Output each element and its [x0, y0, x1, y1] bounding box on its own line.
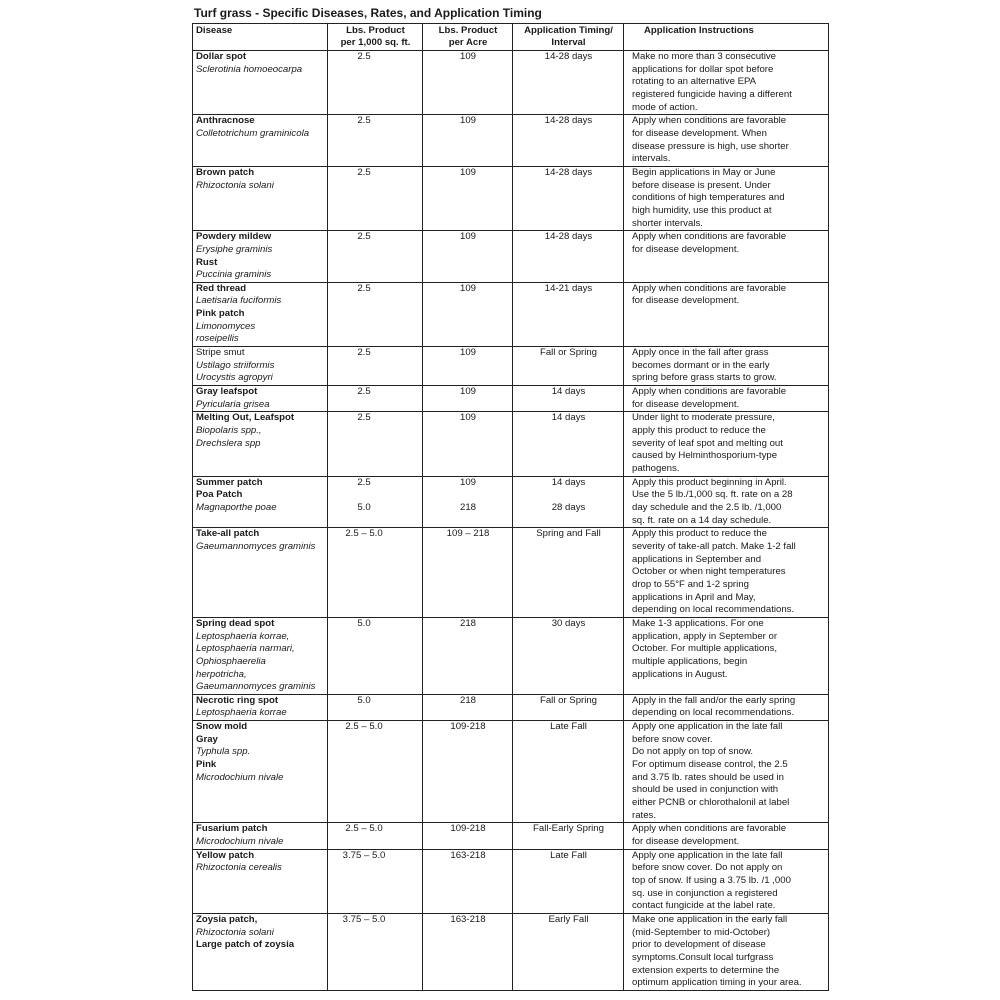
rate-1000-cell — [328, 721, 423, 823]
instruction-line: for disease development. — [632, 398, 740, 410]
header-row — [193, 24, 829, 51]
instruction-line: October. For multiple applications, — [632, 643, 778, 655]
disease-cell — [193, 528, 328, 618]
rate-acre-value: 163-218 — [450, 849, 486, 861]
instruction-line: severity of take-all patch. Make 1-2 fall — [632, 540, 796, 552]
disease-line: Red thread — [196, 282, 247, 294]
rate-1000-value: 2.5 — [357, 51, 371, 62]
disease-cell — [193, 386, 328, 412]
rate-1000-cell — [328, 849, 423, 913]
instruction-line: multiple applications, begin — [632, 655, 748, 667]
timing-value: 28 days — [551, 501, 586, 513]
rate-1000-value: 2.5 – 5.0 — [345, 721, 383, 733]
rate-1000-cell — [328, 231, 423, 283]
rate-1000-cell — [328, 823, 423, 849]
timing-cell — [513, 115, 624, 167]
instruction-line: mode of action. — [632, 101, 698, 113]
rate-1000-cell — [328, 347, 423, 386]
instruction-line: becomes dormant or in the early — [632, 359, 770, 371]
disease-line: Dollar spot — [196, 51, 247, 62]
instruction-line: Apply when conditions are favorable — [632, 386, 787, 398]
instruction-line: intervals. — [632, 153, 671, 165]
timing-cell — [513, 412, 624, 476]
table-row — [193, 476, 829, 528]
instruction-line: rotating to an alternative EPA — [632, 76, 757, 88]
disease-cell — [193, 282, 328, 346]
rate-acre-value: 109 — [459, 282, 476, 294]
timing-cell — [513, 282, 624, 346]
rate-acre-value: 109 – 218 — [446, 528, 490, 540]
disease-line: Ustilago striiformis — [196, 359, 275, 371]
instructions-cell — [624, 386, 829, 412]
instruction-line: for disease development. — [632, 295, 740, 307]
rate-1000-value: 2.5 — [357, 282, 371, 294]
disease-cell — [193, 617, 328, 694]
rate-acre-cell — [423, 386, 513, 412]
rate-1000-cell — [328, 282, 423, 346]
disease-line: Necrotic ring spot — [196, 694, 279, 706]
instruction-line: for disease development. When — [632, 127, 767, 139]
rate-acre-value: 109 — [459, 412, 476, 424]
instructions-cell — [624, 849, 829, 913]
instruction-line: Make 1-3 applications. For one — [632, 617, 764, 629]
table-row — [193, 849, 829, 913]
disease-line: Leptosphaeria korrae, — [196, 630, 290, 642]
disease-line: Rust — [196, 256, 218, 268]
rate-1000-cell — [328, 115, 423, 167]
table-row — [193, 694, 829, 720]
instruction-line: should be used in conjunction with — [632, 784, 779, 796]
disease-line: Leptosphaeria narmari, — [196, 643, 295, 655]
instruction-line: symptoms.Consult local turfgrass — [632, 951, 774, 963]
rate-1000-cell — [328, 476, 423, 528]
disease-line: Rhizoctonia solani — [196, 926, 274, 938]
disease-line: Large patch of zoysia — [196, 939, 295, 951]
rate-acre-cell — [423, 231, 513, 283]
header-lbs-1000-line: per 1,000 sq. ft. — [340, 37, 411, 48]
disease-cell — [193, 849, 328, 913]
rate-acre-cell — [423, 51, 513, 115]
rate-acre-cell — [423, 721, 513, 823]
timing-value: 30 days — [551, 617, 586, 629]
rate-1000-cell — [328, 913, 423, 990]
disease-line: Anthracnose — [196, 115, 255, 127]
instruction-line: either PCNB or chlorothalonil at label — [632, 797, 790, 809]
timing-cell — [513, 166, 624, 230]
instruction-line: Apply when conditions are favorable — [632, 231, 787, 243]
timing-value: 14-28 days — [544, 231, 593, 243]
table-row — [193, 115, 829, 167]
timing-value: Fall-Early Spring — [533, 823, 604, 835]
timing-value: 14-28 days — [544, 51, 593, 62]
timing-value: Late Fall — [550, 849, 587, 861]
disease-cell — [193, 347, 328, 386]
instruction-line: sq. use in conjunction a registered — [632, 887, 778, 899]
instruction-line: Apply once in the fall after grass — [632, 347, 769, 359]
table-row — [193, 166, 829, 230]
rate-1000-cell — [328, 617, 423, 694]
instruction-line: depending on local recommendations. — [632, 604, 795, 616]
disease-line: Pink patch — [196, 308, 245, 320]
instructions-cell — [624, 166, 829, 230]
rate-acre-value: 109 — [459, 476, 476, 488]
rate-1000-value — [328, 489, 400, 502]
instructions-cell — [624, 412, 829, 476]
instruction-line: For optimum disease control, the 2.5 — [632, 759, 788, 771]
rate-1000-value: 2.5 — [357, 166, 371, 178]
instruction-line: applications in September and — [632, 553, 762, 565]
table-row — [193, 721, 829, 823]
rate-acre-value: 109-218 — [450, 823, 486, 835]
timing-value: Spring and Fall — [536, 528, 601, 540]
rate-1000-cell — [328, 528, 423, 618]
rate-acre-value: 109 — [459, 231, 476, 243]
timing-value: 14 days — [551, 412, 586, 424]
table-row — [193, 528, 829, 618]
instruction-line: Make no more than 3 consecutive — [632, 51, 776, 62]
timing-value: 14-21 days — [544, 282, 593, 294]
rate-acre-cell — [423, 347, 513, 386]
disease-line: Stripe smut — [196, 347, 245, 359]
table-row — [193, 282, 829, 346]
rate-acre-cell — [423, 115, 513, 167]
instruction-line: high humidity, use this product at — [632, 204, 772, 216]
instruction-line: top of snow. If using a 3.75 lb. /1 ,000 — [632, 875, 791, 886]
instruction-line: Under light to moderate pressure, — [632, 412, 775, 424]
instructions-cell — [624, 694, 829, 720]
rate-acre-value: 109 — [459, 115, 476, 127]
instruction-line: rates. — [632, 809, 656, 821]
instruction-line: before snow cover. Do not apply on — [632, 862, 783, 874]
disease-cell — [193, 231, 328, 283]
disease-line: Rhizoctonia solani — [196, 179, 274, 191]
instructions-cell — [624, 231, 829, 283]
instruction-line: registered fungicide having a different — [632, 88, 792, 100]
instruction-line: applications for dollar spot before — [632, 63, 774, 75]
rate-1000-value: 3.75 – 5.0 — [342, 849, 386, 861]
timing-cell — [513, 913, 624, 990]
disease-line: Take-all patch — [196, 528, 260, 540]
instructions-cell — [624, 347, 829, 386]
disease-line: Gray leafspot — [196, 386, 258, 398]
timing-value: Fall or Spring — [539, 347, 598, 359]
timing-cell — [513, 51, 624, 115]
timing-cell — [513, 694, 624, 720]
instructions-cell — [624, 282, 829, 346]
rate-1000-cell — [328, 386, 423, 412]
rate-1000-cell — [328, 166, 423, 230]
disease-line: Gaeumannomyces graminis — [196, 540, 316, 552]
disease-line: Urocystis agropyri — [196, 372, 273, 384]
instruction-line: Apply this product to reduce the — [632, 528, 767, 540]
rate-acre-cell — [423, 166, 513, 230]
rate-1000-value: 2.5 – 5.0 — [345, 528, 383, 540]
disease-line: Laetisaria fuciformis — [196, 295, 282, 307]
instruction-line: shorter intervals. — [632, 217, 703, 229]
rate-1000-cell — [328, 51, 423, 115]
instructions-cell — [624, 51, 829, 115]
rate-acre-value: 109 — [459, 166, 476, 178]
disease-cell — [193, 721, 328, 823]
timing-cell — [513, 347, 624, 386]
instructions-cell — [624, 476, 829, 528]
disease-cell — [193, 412, 328, 476]
disease-line: Spring dead spot — [196, 617, 275, 629]
timing-value: 14-28 days — [544, 166, 593, 178]
disease-line: Pink — [196, 759, 217, 771]
header-disease: Disease — [193, 24, 328, 51]
table-row — [193, 51, 829, 115]
disease-line: Limonomyces — [196, 320, 256, 332]
instruction-line: Make one application in the early fall — [632, 913, 788, 925]
disease-line: Poa Patch — [196, 489, 243, 501]
instructions-cell — [624, 913, 829, 990]
instruction-line: pathogens. — [632, 463, 680, 474]
rate-acre-cell — [423, 282, 513, 346]
disease-line: Melting Out, Leafspot — [196, 412, 295, 424]
disease-cell — [193, 913, 328, 990]
timing-cell — [513, 476, 624, 528]
instruction-line: Apply when conditions are favorable — [632, 823, 787, 835]
instruction-line: disease pressure is high, use shorter — [632, 140, 789, 152]
disease-line: Biopolaris spp., — [196, 425, 262, 437]
rate-acre-value — [426, 489, 510, 502]
instruction-line: day schedule and the 2.5 lb. /1,000 — [632, 501, 782, 513]
disease-line: Ophiosphaerelia — [196, 655, 266, 667]
rate-1000-value: 5.0 — [357, 617, 371, 629]
rate-1000-value: 2.5 — [357, 386, 371, 398]
instruction-line: drop to 55°F and 1-2 spring — [632, 578, 749, 590]
instruction-line: for disease development. — [632, 243, 740, 255]
header-lbs-acre-line: Lbs. Product — [438, 25, 498, 36]
table-row — [193, 617, 829, 694]
table-row — [193, 412, 829, 476]
disease-cell — [193, 476, 328, 528]
rate-1000-value: 2.5 — [357, 412, 371, 424]
disease-line: Rhizoctonia cerealis — [196, 862, 282, 874]
instruction-line: Begin applications in May or June — [632, 166, 776, 178]
timing-cell — [513, 849, 624, 913]
rate-acre-cell — [423, 528, 513, 618]
timing-value: Fall or Spring — [539, 694, 598, 706]
disease-line: Typhula spp. — [196, 746, 251, 758]
instruction-line: Apply when conditions are favorable — [632, 282, 787, 294]
document — [192, 6, 828, 991]
rate-1000-value: 2.5 — [357, 347, 371, 359]
instruction-line: sq. ft. rate on a 14 day schedule. — [632, 514, 772, 526]
table-body — [193, 51, 829, 991]
disease-line: Summer patch — [196, 476, 263, 488]
rate-1000-value: 2.5 — [357, 476, 371, 488]
disease-line: Powdery mildew — [196, 231, 272, 243]
instruction-line: Apply when conditions are favorable — [632, 115, 787, 127]
instruction-line: severity of leaf spot and melting out — [632, 437, 783, 449]
rate-acre-value: 218 — [459, 617, 476, 629]
disease-line: Microdochium nivale — [196, 836, 284, 848]
rate-1000-value: 2.5 – 5.0 — [345, 823, 383, 835]
timing-cell — [513, 823, 624, 849]
rate-acre-cell — [423, 617, 513, 694]
rate-acre-cell — [423, 412, 513, 476]
timing-value: 14-28 days — [544, 115, 593, 127]
disease-line: Magnaporthe poae — [196, 501, 277, 513]
header-lbs-1000-line: Lbs. Product — [346, 25, 405, 36]
disease-line: Leptosphaeria korrae — [196, 707, 287, 719]
disease-line: roseipellis — [196, 333, 239, 345]
rate-acre-cell — [423, 849, 513, 913]
instructions-cell — [624, 115, 829, 167]
instruction-line: spring before grass starts to grow. — [632, 372, 777, 384]
timing-cell — [513, 386, 624, 412]
table-title: Turf grass - Specific Diseases, Rates, and Application Timing — [194, 6, 542, 20]
timing-value: Early Fall — [548, 913, 589, 925]
instruction-line: Apply one application in the late fall — [632, 849, 783, 861]
timing-cell — [513, 528, 624, 618]
rate-acre-cell — [423, 823, 513, 849]
timing-cell — [513, 721, 624, 823]
rate-acre-value: 109 — [459, 51, 476, 62]
disease-line: herpotricha, — [196, 668, 247, 680]
instructions-cell — [624, 528, 829, 618]
instruction-line: (mid-September to mid-October) — [632, 926, 771, 938]
rate-1000-cell — [328, 694, 423, 720]
rate-acre-cell — [423, 694, 513, 720]
instruction-line: depending on local recommendations. — [632, 707, 795, 719]
disease-line: Pyricularia grisea — [196, 398, 270, 410]
timing-value — [516, 489, 621, 502]
instruction-line: application, apply in September or — [632, 630, 778, 642]
rate-acre-cell — [423, 913, 513, 990]
instructions-cell — [624, 617, 829, 694]
rate-1000-cell — [328, 412, 423, 476]
instruction-line: caused by Helminthosporium-type — [632, 450, 778, 462]
rate-1000-value: 2.5 — [357, 231, 371, 243]
instruction-line: before disease is present. Under — [632, 179, 771, 191]
instruction-line: extension experts to determine the — [632, 964, 780, 976]
timing-value: Late Fall — [550, 721, 587, 733]
instructions-cell — [624, 823, 829, 849]
rate-acre-value: 109 — [459, 386, 476, 398]
rate-1000-value: 5.0 — [357, 501, 371, 513]
instruction-line: prior to development of disease — [632, 939, 766, 951]
instruction-line: applications in August. — [632, 668, 728, 680]
instruction-line: conditions of high temperatures and — [632, 192, 785, 204]
disease-cell — [193, 115, 328, 167]
disease-line: Fusarium patch — [196, 823, 268, 835]
disease-line: Puccinia graminis — [196, 269, 272, 281]
header-timing-line: Application Timing/ — [524, 25, 613, 36]
disease-line: Colletotrichum graminicola — [196, 127, 310, 139]
rate-acre-value: 109 — [459, 347, 476, 359]
table-row — [193, 347, 829, 386]
disease-cell — [193, 166, 328, 230]
instruction-line: Apply in the fall and/or the early spring — [632, 694, 796, 706]
disease-cell — [193, 823, 328, 849]
table-row — [193, 913, 829, 990]
timing-value: 14 days — [551, 476, 586, 488]
instruction-line: optimum application timing in your area. — [632, 977, 802, 989]
header-lbs-acre — [423, 24, 513, 51]
disease-line: Erysiphe graminis — [196, 243, 273, 255]
rate-acre-value: 218 — [459, 694, 476, 706]
rate-acre-value: 109-218 — [450, 721, 486, 733]
table-row — [193, 823, 829, 849]
disease-line: Brown patch — [196, 166, 255, 178]
disease-line: Zoysia patch, — [196, 913, 258, 925]
rate-acre-cell — [423, 476, 513, 528]
disease-line: Drechslera spp — [196, 437, 261, 449]
disease-line: Microdochium nivale — [196, 771, 284, 783]
instruction-line: applications in April and May, — [632, 591, 756, 603]
timing-cell — [513, 617, 624, 694]
timing-cell — [513, 231, 624, 283]
rate-acre-value: 218 — [459, 501, 476, 513]
instruction-line: for disease development. — [632, 836, 740, 848]
disease-line: Sclerotinia homoeocarpa — [196, 63, 303, 75]
disease-cell — [193, 694, 328, 720]
table-row — [193, 386, 829, 412]
instruction-line: contact fungicide at the label rate. — [632, 900, 776, 912]
instruction-line: and 3.75 lb. rates should be used in — [632, 771, 785, 783]
disease-line: Yellow patch — [196, 849, 255, 861]
header-lbs-acre-line: per Acre — [448, 37, 488, 48]
instruction-line: before snow cover. — [632, 733, 713, 745]
header-timing-line: Interval — [551, 37, 586, 48]
instruction-line: Apply this product beginning in April. — [632, 476, 787, 488]
instruction-line: Do not apply on top of snow. — [632, 746, 754, 758]
disease-line: Gaeumannomyces graminis — [196, 681, 316, 693]
instructions-cell — [624, 721, 829, 823]
disease-cell — [193, 51, 328, 115]
instruction-line: Apply one application in the late fall — [632, 721, 783, 733]
disease-line: Snow mold — [196, 721, 248, 733]
instruction-line: October or when night temperatures — [632, 566, 786, 578]
disease-line: Gray — [196, 733, 218, 745]
timing-value: 14 days — [551, 386, 586, 398]
header-instructions: Application Instructions — [624, 24, 829, 51]
rate-acre-value: 163-218 — [450, 913, 486, 925]
rate-1000-value: 5.0 — [357, 694, 371, 706]
disease-table — [192, 23, 829, 991]
header-timing — [513, 24, 624, 51]
rate-1000-value: 3.75 – 5.0 — [342, 913, 386, 925]
rate-1000-value: 2.5 — [357, 115, 371, 127]
instruction-line: Use the 5 lb./1,000 sq. ft. rate on a 28 — [632, 489, 793, 501]
header-lbs-1000 — [328, 24, 423, 51]
table-row — [193, 231, 829, 283]
instruction-line: apply this product to reduce the — [632, 425, 766, 437]
